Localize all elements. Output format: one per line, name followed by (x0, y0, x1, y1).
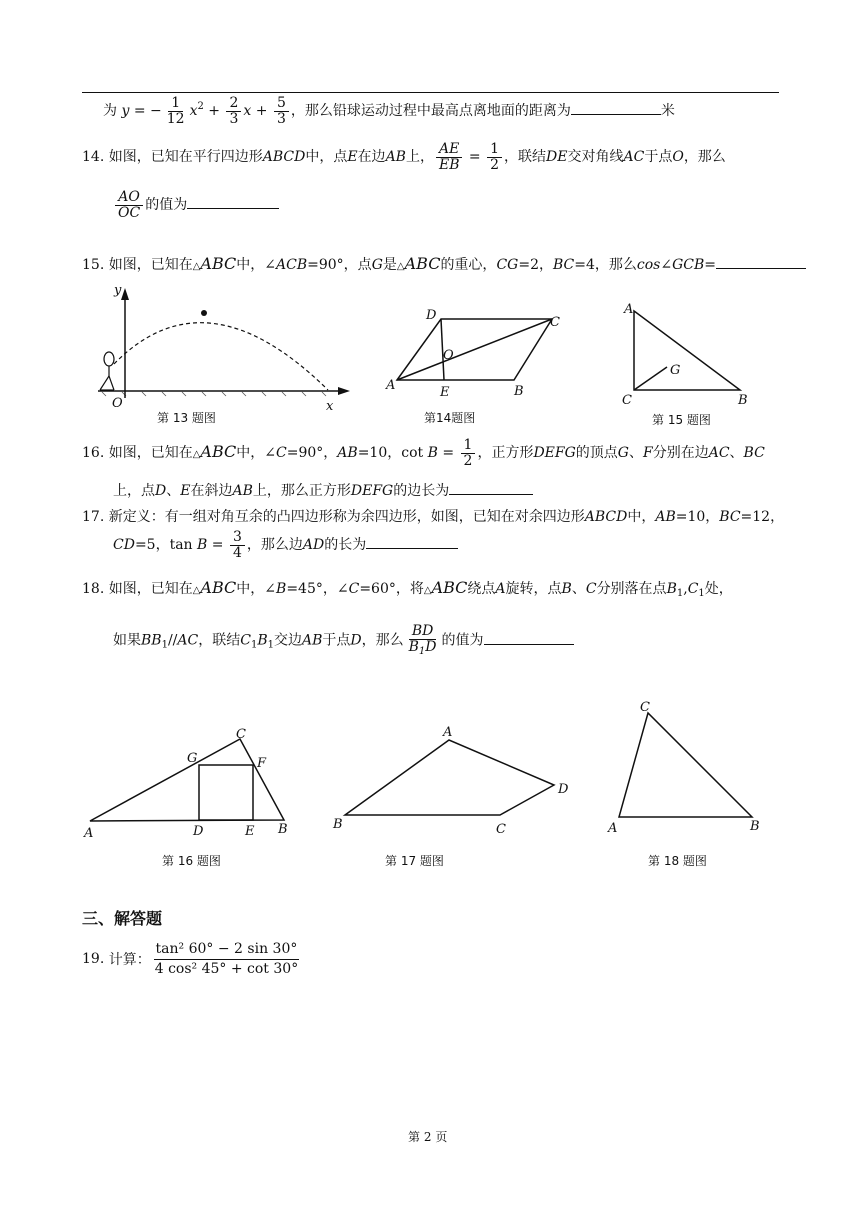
diagonal-ac (397, 319, 552, 380)
x-axis-arrow (338, 387, 350, 395)
label-d: D (193, 824, 204, 839)
label-e: E (245, 824, 255, 839)
label-o: O (443, 348, 454, 363)
person-icon (100, 352, 114, 390)
section-heading: 三、解答题 (82, 909, 163, 928)
question-14-line2: $\frac{AO}{OC}$ 的值为 (113, 190, 279, 220)
caption-fig15: 第 15 题图 (652, 413, 711, 427)
segment-cg (634, 367, 667, 390)
answer-blank[interactable] (187, 194, 279, 209)
answer-blank[interactable] (571, 100, 661, 115)
label-g: G (187, 751, 198, 766)
label-a: A (84, 826, 94, 841)
answer-blank[interactable] (366, 534, 458, 549)
figure-18 (600, 696, 770, 841)
label-f: F (257, 756, 267, 771)
label-o: O (112, 396, 123, 411)
label-d: D (558, 782, 569, 797)
ground-hatch (102, 392, 326, 396)
fraction: $\frac{BD}{B_1D}$ (408, 623, 437, 657)
question-14: 14. 如图，已知在平行四边形ABCD中，点E在边AB上， $\frac{AE}{EB}$ = $\frac{1}{2}$ ，联结DE交对角线AC于点O，那么 (82, 141, 726, 173)
fraction: $\frac{1}{2}$ (461, 438, 476, 468)
label-b: B (278, 822, 288, 837)
quadrilateral-abcd (345, 740, 554, 815)
fraction: $\frac{AE}{EB}$ (436, 142, 463, 172)
question-18-line2: 如果$BB_1//AC$，联结$C_1B_1$交边AB于点D，那么 $\frac{BD}{B_1D}$ 的值为 (113, 624, 574, 657)
label-g: G (670, 363, 681, 378)
label-c: C (640, 700, 650, 715)
q13-continuation: 为 y = − $\frac{1}{12}$ $x^2$ + $\frac{2}{3}$ x + $\frac{5}{3}$ ，那么铅球运动过程中最高点离地面的距离为 米 (103, 95, 675, 127)
label-y: y (114, 283, 122, 298)
label-b: B (333, 817, 343, 832)
label-c: C (550, 315, 560, 330)
highest-point (201, 310, 207, 316)
header-rule (82, 92, 779, 93)
label-x: x (326, 399, 334, 414)
label-c: C (236, 727, 246, 742)
label-c: C (622, 393, 632, 408)
label-a: A (386, 378, 396, 393)
question-16: 16. 如图，已知在△ABC中，∠C=90°，AB=10，cot B = $\frac{1}{2}$ ，正方形DEFG的顶点G、F分别在边AC、BC (82, 437, 765, 469)
fraction: $\frac{\text{tan² 60° − 2 sin 30°}}{\text{4 cos² 45° + cot 30°}}$ (154, 941, 299, 977)
label-c: C (496, 822, 506, 837)
y-axis-arrow (121, 288, 129, 300)
answer-blank[interactable] (449, 480, 533, 495)
figure-16 (80, 720, 295, 845)
fraction: $\frac{1}{2}$ (487, 142, 502, 172)
question-19: 19. 计算： $\frac{\text{tan² 60° − 2 sin 30°}}{\text{4 cos² 45° + cot 30°}}$ (82, 941, 299, 977)
fraction: $\frac{3}{4}$ (230, 530, 245, 560)
fraction: $\frac{5}{3}$ (274, 96, 289, 126)
triangle-abc (619, 713, 752, 817)
caption-fig17: 第 17 题图 (385, 854, 444, 868)
fraction: $\frac{1}{12}$ (166, 95, 185, 127)
label-a: A (608, 821, 618, 836)
page-footer: 第 2 页 (408, 1130, 448, 1144)
caption-fig14: 第14题图 (424, 411, 476, 425)
fraction: $\frac{AO}{OC}$ (115, 190, 143, 220)
label-b: B (514, 384, 524, 399)
label-e: E (440, 385, 450, 400)
caption-fig18: 第 18 题图 (648, 854, 707, 868)
question-17: 17. 新定义：有一组对角互余的凸四边形称为余四边形，如图，已知在对余四边形ABCD中，AB=10，BC=12， (82, 509, 785, 525)
trajectory-curve (114, 323, 328, 390)
square-defg (199, 765, 253, 820)
label-a: A (624, 302, 634, 317)
question-15: 15. 如图，已知在△ABC中，∠ACB=90°，点G是△ABC的重心，CG=2，BC=4，那么cos∠GCB= (82, 254, 806, 274)
answer-blank[interactable] (716, 254, 806, 269)
answer-blank[interactable] (484, 630, 574, 645)
fraction: $\frac{2}{3}$ (226, 96, 241, 126)
figure-14 (380, 298, 570, 408)
label-a: A (443, 725, 453, 740)
question-16-line2: 上，点D、E在斜边AB上，那么正方形DEFG的边长为 (113, 480, 533, 500)
figure-13 (92, 280, 362, 420)
label-d: D (426, 308, 437, 323)
caption-fig13: 第 13 题图 (157, 411, 216, 425)
question-18: 18. 如图，已知在△ABC中，∠B=45°，∠C=60°，将△ABC绕点A旋转，点B、C分别落在点$B_1,C_1$处， (82, 578, 733, 599)
figure-17 (330, 720, 580, 840)
question-17-line2: CD=5，tan B = $\frac{3}{4}$ ，那么边AD的长为 (113, 530, 458, 560)
label-b: B (750, 819, 760, 834)
caption-fig16: 第 16 题图 (162, 854, 221, 868)
label-b: B (738, 393, 748, 408)
figure-15 (615, 296, 755, 408)
